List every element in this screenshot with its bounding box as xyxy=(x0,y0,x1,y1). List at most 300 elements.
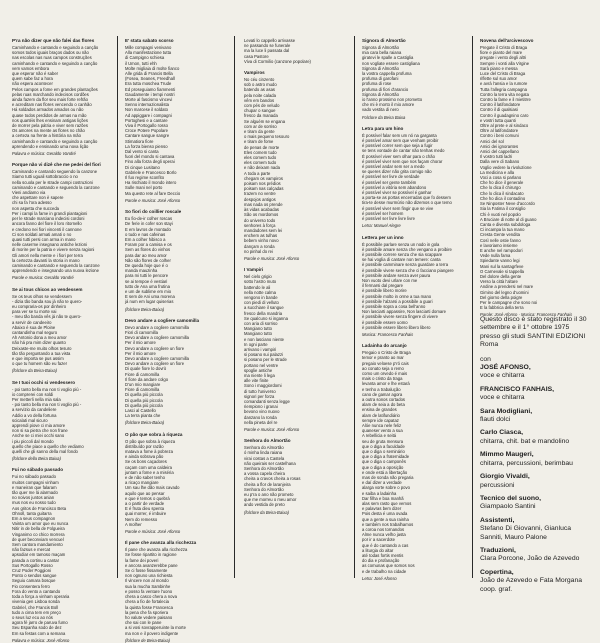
lyric-line: quello che piace a quello che vediamo xyxy=(12,443,84,449)
lyric-line: a servizio da candeliere xyxy=(12,407,57,413)
lyric-line: Di quella più piccola xyxy=(125,397,163,403)
song-title: Se ai tous chicos ao vendessem xyxy=(12,286,83,292)
lyric-line: Sulle mani nel porto xyxy=(125,185,163,191)
lyric-line: ma niente li lega xyxy=(244,372,275,378)
lyric-line: e também nos trabalhamos xyxy=(362,521,414,527)
credit-role: percussioni xyxy=(480,481,515,489)
lyric-line: Aos gritos de Francisco Beta xyxy=(12,505,67,511)
lyric-line: si posano sui palazzi xyxy=(244,352,284,358)
credit-name: Assistenti, xyxy=(480,516,515,524)
lyric-line: Non marcese il soldato xyxy=(125,107,169,113)
lyric-line: e saiba a ladainha xyxy=(362,490,397,496)
song-block xyxy=(362,38,468,120)
lyric-line: e credono nei fiori vincenti il cannone xyxy=(12,226,82,232)
lyric-line: Nem do remesso xyxy=(125,516,158,522)
lyric-line: Amici del sol xyxy=(480,138,504,144)
lyric-line: Il fuo regime sconfito xyxy=(125,175,165,181)
lyric-line: que é do cantando a cas xyxy=(362,542,409,548)
lyric-line: com ar de sorriso xyxy=(244,123,277,129)
song-credit: Letra: José Afonso xyxy=(362,575,397,581)
lyric-line: senhores à força xyxy=(244,222,276,228)
lyric-line: Non lasciarti appassire, Non lasciarti domare xyxy=(362,309,446,315)
lyric-line: casa Pastore xyxy=(244,53,269,59)
lyric-line: giratevi le spalle a Castiglia xyxy=(362,55,414,61)
lyric-line: Em sa festas com a semana xyxy=(12,630,66,636)
lyric-line: Lasci al Castello xyxy=(125,408,156,413)
lyric-line: fuori del mondo si cantava xyxy=(125,154,175,160)
lyric-line: Il pane che avanza alla ricchezza xyxy=(125,547,188,553)
lyric-line: Seguiu camara bosque xyxy=(12,578,56,584)
lyric-line: Mangiano tutto xyxy=(244,331,272,337)
lyric-line: não queirais ser castelhana xyxy=(244,460,296,466)
lyric-line: bevono vino nuovo xyxy=(244,409,280,415)
lyric-line: apsodiar em tamoso maçam xyxy=(12,552,66,558)
song-credit: Parole e musica: José Afonso xyxy=(244,255,300,261)
lyric-line: E sem de Ani uma morena xyxy=(125,294,175,300)
lyric-line: que o diga o camponês xyxy=(362,459,406,465)
lyric-line: Cresta Gente vendita xyxy=(480,232,520,238)
song-title: Fui no sábado passado xyxy=(12,467,64,473)
lyric-line: para ver se tu morte vai xyxy=(12,309,57,315)
lyric-line: é possível ser livre livre livre xyxy=(362,216,415,222)
song-block xyxy=(362,235,468,338)
lyric-line: Fino alla forza degli operai xyxy=(125,159,175,165)
column-divider xyxy=(354,36,355,578)
lyric-line: matava a fome à pobreza xyxy=(125,449,173,455)
lyric-line: Per metterli nella mia sala xyxy=(12,396,61,402)
lyric-line: Dar filha e boa manhã xyxy=(362,495,404,501)
lyric-line: Caminando e cantando seguendo la canzone xyxy=(12,169,98,175)
lyric-line: Sarà piano e messa xyxy=(480,65,518,71)
lyric-line: o mais pequeno tesouro xyxy=(244,134,290,140)
lyric-line: Ci son soldati armati amati o no xyxy=(12,231,72,237)
lyric-line: Senhora do Almortão xyxy=(244,466,284,472)
lyric-line: - poi tanto bella ma non ti voglio più - xyxy=(12,402,82,408)
lyric-line: è possibile l'alzarsi a possibile a guari xyxy=(362,298,433,304)
lyric-line: Sem cantora mandamiento xyxy=(12,542,63,548)
lyric-line: Não são flores de colher xyxy=(125,257,171,263)
lyric-line: Senno internazionalista xyxy=(125,102,169,108)
lyric-line: ensina de grandes xyxy=(362,407,397,413)
song-credit: Parole: José Afonso · Musica: Francesco Fanhais xyxy=(480,312,573,318)
song-block xyxy=(125,540,229,643)
song-credit: Parole e musica: José Afonso xyxy=(125,197,181,203)
lyric-line: Signora di Almortão xyxy=(362,65,399,71)
lyric-line: Senhora do Almortão xyxy=(244,445,284,451)
lyric-line: Molte migliaia di molte fianco xyxy=(125,65,180,71)
lyric-line: La forza bienso pienso xyxy=(125,143,168,149)
lyric-line: Mille compagni venivano xyxy=(125,45,172,50)
lyric-line: Canta e diventa subdologa xyxy=(480,221,531,227)
lyric-line: riempiono i granai xyxy=(244,404,278,410)
lyric-line: E la fabbrica della terra xyxy=(480,305,524,311)
lyric-line: virai costas a Castela xyxy=(244,455,285,461)
lyric-line: signori per forza xyxy=(244,393,275,399)
recording-info xyxy=(480,316,588,599)
lyric-line: e posso fa ventare l'uono xyxy=(125,588,173,594)
lyric-line: como um orvedo é mais xyxy=(362,370,408,376)
lyric-line: Devo andare a cogliere un fiore xyxy=(125,345,185,351)
lyric-line: é possível ser livre de verdade xyxy=(362,174,420,180)
song-title: Senhora do Almortão xyxy=(244,438,291,444)
lyric-line: ao conato seja o remo xyxy=(362,365,404,371)
lyric-line: No céu cinzento xyxy=(244,77,275,83)
lyric-line: para dar ao meu amor xyxy=(125,252,167,258)
lyric-line: Se os bons caçadores xyxy=(125,459,167,465)
lyric-line: quai morrer, é imbuire xyxy=(125,511,167,517)
lyric-line: é possível viver sem fingir que se vive xyxy=(362,205,434,211)
lyrics-column-3 xyxy=(244,38,350,578)
lyric-line: as comunas que somos nos xyxy=(362,563,415,569)
lyric-line: Sempre i vonti alla Virgine xyxy=(480,60,530,66)
lyric-line: profuma di garofani xyxy=(362,76,399,82)
lyric-line: è possibile essere libero libero libero xyxy=(362,324,431,330)
song-credit: Folclore da Beira Baixa xyxy=(362,114,406,120)
lyric-line: - dizia tão banda sou já não te quero- xyxy=(12,298,83,304)
lyric-line: Alla manifestazione tutta xyxy=(125,50,172,56)
lyric-line: poisam nas calçadas xyxy=(244,186,284,192)
lyric-line: Vainta um amor que eu nunca xyxy=(12,521,69,527)
lyric-line: Dal vento si canta xyxy=(125,149,159,155)
song-credit: Parole e música: José Afonso xyxy=(125,529,181,535)
lyric-line: que o diga a faculdade xyxy=(362,443,405,449)
lyric-line: Se ci fosse fissamente xyxy=(125,568,168,574)
lyric-line: mia cara bella raiana xyxy=(362,50,402,56)
lyric-line: chupar o sangue xyxy=(244,108,276,114)
lyric-line: ando vestida de preto xyxy=(244,502,285,508)
lyric-line: Di quella più piccola xyxy=(125,402,163,408)
lyric-line: chi sa fa l'ora adesso xyxy=(12,200,52,206)
lyric-line: e daí dizer a verdade xyxy=(362,480,402,486)
song-block xyxy=(12,38,112,156)
lyric-line: Morte al fascismo vincevi xyxy=(125,97,173,103)
lyric-line: distribuído por razão xyxy=(125,443,164,449)
song-block xyxy=(125,318,229,426)
song-block xyxy=(12,287,112,374)
lyric-line: Di cinque Lusitano xyxy=(125,164,160,170)
lyric-line: Pelos campos a fome em grandes plantações xyxy=(12,86,98,92)
song-block xyxy=(12,467,112,643)
lyric-line: juntam a fome e a miséria xyxy=(125,469,174,475)
lyric-line: Ponto o sendos sangue xyxy=(12,573,57,579)
lyric-line: Cruz Poder Poggioni xyxy=(12,568,52,574)
lyric-line: já num em lugar quiserias xyxy=(125,299,174,305)
lyric-line: è possibile sopra a cosa bell'anno xyxy=(362,303,426,309)
lyric-line: de penas de morte xyxy=(244,144,280,150)
lyric-line: ancora fanno del fiore il loro ritornello xyxy=(12,221,82,227)
lyric-line: é possível amar sem que venham proibir xyxy=(362,138,439,144)
lyric-line: ainda fazem da flor seu mais forte refrão xyxy=(12,97,88,103)
lyric-line: e maneiran que falaram xyxy=(12,484,57,490)
lyric-line: Alóe nunca nele feliz xyxy=(362,423,402,428)
lyric-line: que a gente a sua rainha xyxy=(362,516,409,522)
lyric-line: do dia e profanação xyxy=(362,558,400,564)
lyric-line: Signora di Almortão xyxy=(362,45,399,50)
lyric-line: parada a cortinu a cantar xyxy=(12,557,60,563)
lyric-line: caçam com uma caldeira xyxy=(125,464,172,470)
lyric-line: cheira a cravos cheira a rosas xyxy=(244,476,301,482)
lyric-line: quem sabe faz a hora xyxy=(12,76,53,82)
lyric-line: Oltre al latifondatore xyxy=(480,128,519,134)
lyric-line: O pão que sobra à riqueza xyxy=(125,438,176,444)
lyric-line: Devo andare a cogliere un fiore xyxy=(125,361,185,367)
lyric-line: tão tão perguntando a tua vista xyxy=(12,350,71,356)
song-block xyxy=(12,162,112,280)
lyric-line: Pregaio o Cristo de Braga xyxy=(362,350,411,356)
lyric-line: E anche nel rampodori xyxy=(480,247,523,253)
song-title: Novena dell'arcivescovo xyxy=(480,38,534,43)
lyric-line: alas sem rasto que vemos xyxy=(362,501,412,507)
lyric-line: Sem as flores do vinhos xyxy=(125,247,171,253)
song-block xyxy=(480,38,588,318)
lyric-line: é possível ser homem xyxy=(362,210,404,216)
lyric-line: muitos compagni vinham xyxy=(12,479,59,485)
credits-list xyxy=(480,364,588,594)
lyric-line: Siamo tutti uguali sottobraccio o no xyxy=(12,174,78,180)
lyric-line: Fiore di camomilla xyxy=(125,387,160,393)
lyric-line: Pregate il Cristo di Braga xyxy=(480,45,528,50)
song-credit: (folclore da Beira-Baixa) xyxy=(12,368,57,374)
lyric-line: nella scuola per le strade campi costruzioni xyxy=(12,179,93,185)
lyric-line: Devo andare a cogliere camomilla xyxy=(125,324,189,330)
lyric-line: a coroa nos tornandos xyxy=(362,527,405,533)
lyric-line: ho valute vedere paisano xyxy=(125,614,173,620)
lyric-line: cheira a flor de laranjeira xyxy=(244,481,291,487)
lyric-line: Stimatiora fiore xyxy=(125,138,154,144)
lyric-line: nos quartéis lhes ensinam antigas lições xyxy=(12,117,88,123)
lyric-line: temor e pranto ao mar xyxy=(362,355,404,361)
lyric-line: quelli che gli sanno della mal fondo xyxy=(12,449,78,455)
song-block xyxy=(244,267,350,432)
lyric-line: a certeza na frente a história na mão xyxy=(12,133,81,139)
lyric-line: a liturgia do altar xyxy=(362,547,394,553)
song-title: E' stata sabato scorso xyxy=(125,38,174,43)
lyric-line: è possibile essere uomo xyxy=(362,319,408,325)
lyric-line: vêm em bandos xyxy=(244,97,275,103)
lyric-line: Per i campi la fame in grandi piantagioni xyxy=(12,210,88,216)
lyrics-column-1 xyxy=(12,38,112,643)
lyric-line: Per le campagne che sono noi xyxy=(480,299,538,305)
lyric-line: (Fosea, Seanes, Freedhall xyxy=(125,76,175,82)
lyric-line: fresco da manada xyxy=(244,113,278,119)
lyric-line: vado vestita di nero xyxy=(362,107,399,113)
lyric-line: se hai voglia di cantare non temere: canta xyxy=(362,257,441,263)
song-credit: Parole e musica: Geraldo Vandré xyxy=(12,275,74,281)
song-title: Porque não vi dizê che me pedei del fiori xyxy=(12,162,101,168)
lyric-line: o que tu homem são eu fazer xyxy=(12,361,68,367)
song-credit: Palavra e música: José Afonso xyxy=(12,637,70,643)
lyric-line: nella pineta del re xyxy=(244,419,278,425)
lyric-line: que o diga a fraternidade xyxy=(362,454,410,460)
lyric-line: É possível falar sem um nó na garganta xyxy=(362,132,437,138)
lyric-line: è possibile vivere senza fingere di vivere xyxy=(362,314,439,320)
lyric-line: despojos antigos xyxy=(244,196,276,202)
lyric-line: ma la luce li passata dal xyxy=(244,48,290,54)
song-title: Vampiros xyxy=(244,70,265,76)
credit-name: Sara Modigliani, xyxy=(480,407,533,415)
credit-role: flauti dolci xyxy=(480,416,511,424)
lyric-line: pela noite calada xyxy=(244,92,277,98)
lyric-line: Gimino del legno d'uomini xyxy=(480,289,529,295)
column-divider xyxy=(472,36,473,578)
lyric-line: io l'anno prossimo non prometto xyxy=(362,97,423,103)
lyric-line: nelle caserme insegnano antiche lezioni xyxy=(12,242,88,248)
lyric-line: mais o cristo da traga xyxy=(362,376,403,382)
song-title: I Vampiri xyxy=(244,267,264,273)
song-title: Signora di Almortão xyxy=(362,38,406,43)
lyric-line: - meu tão banda vês já não te quero- xyxy=(12,314,82,320)
lyric-line: chegam os vampiros xyxy=(244,175,283,181)
lyric-line: che sai con le pane xyxy=(125,620,162,626)
credit-name: Giorgio Vivaldi, xyxy=(480,473,530,481)
lyric-line: il Umon, tutti ehh xyxy=(125,60,157,66)
lyric-line: Vieni andiamo via xyxy=(12,190,46,196)
lyric-line: É possível viver sem olhar para o chão xyxy=(362,153,435,159)
lyric-line: pregaio veloese p'ró cais xyxy=(362,360,409,366)
lyric-line: Del dolore della gente xyxy=(480,273,522,279)
lyric-line: Ah Antonio dona a meu amor xyxy=(12,335,67,341)
lyric-line: Il vincere non al mondo xyxy=(125,578,169,584)
lyric-line: caminhando e cantando e seguindo a canção xyxy=(12,138,98,144)
lyric-line: a porta-se as portas encerradas que fo dessem xyxy=(362,195,451,201)
lyric-line: Nitir in de bella de Folgueira xyxy=(12,526,65,532)
lyric-line: mandadores sem lei xyxy=(244,227,283,233)
song-title: O pão que sobra à riqueza xyxy=(125,431,183,437)
lyric-line: è possibile camminare senza guardare a terra xyxy=(362,262,449,268)
lyric-line: Viva di Cormilio (canzone popolare) xyxy=(244,58,311,64)
lyric-line: Ed proseguiamo fiammenti xyxy=(125,86,176,92)
lyric-line: e de trabalho na cidade xyxy=(362,568,407,574)
lyric-line: bebem vinho novo xyxy=(244,238,279,244)
lyric-line: portano nel ventre xyxy=(244,362,279,368)
lyric-line: Deixaste-me muito olhos tesuro xyxy=(12,345,72,351)
lyric-line: eles comem tudo xyxy=(244,160,277,166)
lyric-line: apprendi piove ci mia amore xyxy=(12,423,66,428)
lyric-line: - poi tanto bella ma non ti voglio più - xyxy=(12,386,82,392)
credit-name: Copertina, xyxy=(480,568,514,576)
credit-role: Giampaolo Santini xyxy=(480,503,536,511)
lyric-line: Senhora do Almortão xyxy=(244,486,284,492)
lyric-line: sua la mucha Sambinhe xyxy=(125,583,171,589)
lyric-line: não há pra mim dizer quanto xyxy=(12,340,66,346)
lyric-line: tutto de Ana uma frutina xyxy=(125,283,170,289)
lyric-line: De queda hoje que é o xyxy=(125,262,168,268)
credit-role: Stefano Di Giovanni, Gianluca Sanniti, Mauro Palone xyxy=(480,525,572,541)
lyric-line: di Campigno schiesa xyxy=(125,55,165,61)
lyric-line: é possível a vitória sem abandono xyxy=(362,184,427,190)
song-title: Letra para um hino xyxy=(362,125,404,131)
lyric-line: è possibile vivere senza che ci facciano piangere xyxy=(362,267,454,273)
lyric-line: Sono i maggiordomi xyxy=(244,383,282,389)
lyric-line: sob o astro mudo xyxy=(244,82,277,88)
lyric-line: È possibile parlare senza un nodo in gola xyxy=(362,241,440,247)
lyric-line: danzano la ronda xyxy=(244,414,277,420)
lyric-line: Se qualcuno si inganna xyxy=(244,315,288,321)
lyric-line: alam de seia a do beta xyxy=(362,402,405,408)
lyric-line: è possibile correre senza che sia scappare xyxy=(362,251,443,257)
lyric-line: e palavras bem dizer xyxy=(362,506,402,512)
lyric-line: e que importa se pus assim xyxy=(12,355,64,361)
lyric-line: Di quella più piccola xyxy=(125,392,163,398)
lyric-line: a si vosi sovrapperuinte la morte xyxy=(125,625,186,631)
lyric-line: il fermarsi dal pregare xyxy=(362,283,403,289)
lyric-line: battendo le ali xyxy=(244,284,271,290)
lyric-line: con aria di sorriso xyxy=(244,320,278,326)
lyric-line: Se os teus olhos se vendessem xyxy=(12,293,72,299)
lyric-line: não espera acontecer xyxy=(12,81,53,87)
lyric-line: scicalati mal sicuro xyxy=(12,417,48,423)
lyric-line: ne passando se funerale xyxy=(244,43,291,49)
lyric-line: io comprerei con soldi xyxy=(12,391,54,397)
song-credit: Musica: Francesco Fanhais xyxy=(362,331,414,337)
lyric-line: Foram por a camisa e os xyxy=(125,242,172,248)
credit-role: voce e chitarra xyxy=(480,372,525,380)
song-block xyxy=(244,38,350,64)
lyric-line: a servir de candeeiro xyxy=(12,319,52,325)
lyric-line: de morrer pela pátria e viver sem razões xyxy=(12,123,88,129)
lyric-line: non ognuno una richiesta xyxy=(125,573,173,579)
lyric-line: alam de latifundiário xyxy=(362,412,400,418)
lyric-line: comandanti senza legge xyxy=(244,399,290,404)
lyric-line: Eles comem tudo xyxy=(244,149,277,155)
lyric-line: Per il mio amore xyxy=(125,340,156,346)
song-block xyxy=(244,438,350,515)
lyric-line: e acreditam nas flores vencendo o canhão xyxy=(12,102,92,108)
lyric-line: Così nelle ostie fanno xyxy=(480,237,521,243)
lyric-line: A molher xyxy=(125,521,142,527)
lyric-line: Ci incampa la tua mano xyxy=(480,227,525,233)
lyric-line: trazem no ventre xyxy=(244,191,276,197)
lyrics-column-2 xyxy=(125,38,229,643)
lyric-line: profuma di rose xyxy=(362,81,392,87)
lyric-line: non aspetta che succeda xyxy=(12,205,60,211)
lyric-line: Fiori di camomilla xyxy=(125,329,158,335)
lyric-line: Non vuoto devi urlare con me xyxy=(362,277,418,283)
lyric-line: Mani sul la santagrfeve xyxy=(480,263,524,269)
lyric-line: a outra sonos cortados xyxy=(362,396,406,402)
lyric-line: alarga vorte sobre o povo xyxy=(362,485,410,491)
song-title: P'ra não dizer que não falei das flores xyxy=(12,38,95,43)
lyric-line: que esperar não é saber xyxy=(12,71,59,77)
lyric-line: profuma di fiori d'arancio xyxy=(362,86,409,92)
lyric-line: Em a colher hibisco a xyxy=(125,236,166,242)
lyric-line: para mi tutti le pencore xyxy=(125,273,169,279)
lyric-line: vivenia gen Lisboa sonda xyxy=(12,599,60,605)
lyric-line: seu de gruta mensura xyxy=(362,438,404,444)
song-title: Se I tuoi occhi si vendessero xyxy=(12,379,76,385)
lyric-line: e que é temos o quebrá xyxy=(125,495,170,501)
lyric-line: e non lasciano niente xyxy=(244,336,284,342)
lyric-line: Spiedante vanno legi xyxy=(480,258,520,264)
lyric-line: che mi è morto il mio amore xyxy=(362,102,415,108)
lyric-line: vem vamos embora xyxy=(12,65,50,71)
lyric-line: dançam a ronda xyxy=(244,243,275,249)
lyric-line: Devo andare a cogliere camomilla xyxy=(125,335,189,341)
credits-with-label: con xyxy=(480,355,491,363)
lyric-line: que o diga a oposição xyxy=(362,464,404,470)
credit-name: Tecnico del suono, xyxy=(480,494,542,502)
lyric-line: quase todos perdidos de armas na mão xyxy=(12,112,87,118)
lyric-line: Fio consentera ferro xyxy=(12,583,50,589)
lyric-line: pregate i vento degli altri xyxy=(480,55,527,61)
lyric-line: A Bruciare di notte al di guano xyxy=(480,216,537,222)
lyric-line: E em lavros de montado xyxy=(125,226,171,232)
song-credit: Parole e musica: José Afonso xyxy=(244,427,300,433)
lyric-line: A toda a parte xyxy=(244,170,271,176)
lyric-line: Contro la terra vita negata xyxy=(480,91,529,97)
column-divider xyxy=(234,36,235,578)
song-credit: (folclore Beira-Baixa) xyxy=(125,420,165,426)
